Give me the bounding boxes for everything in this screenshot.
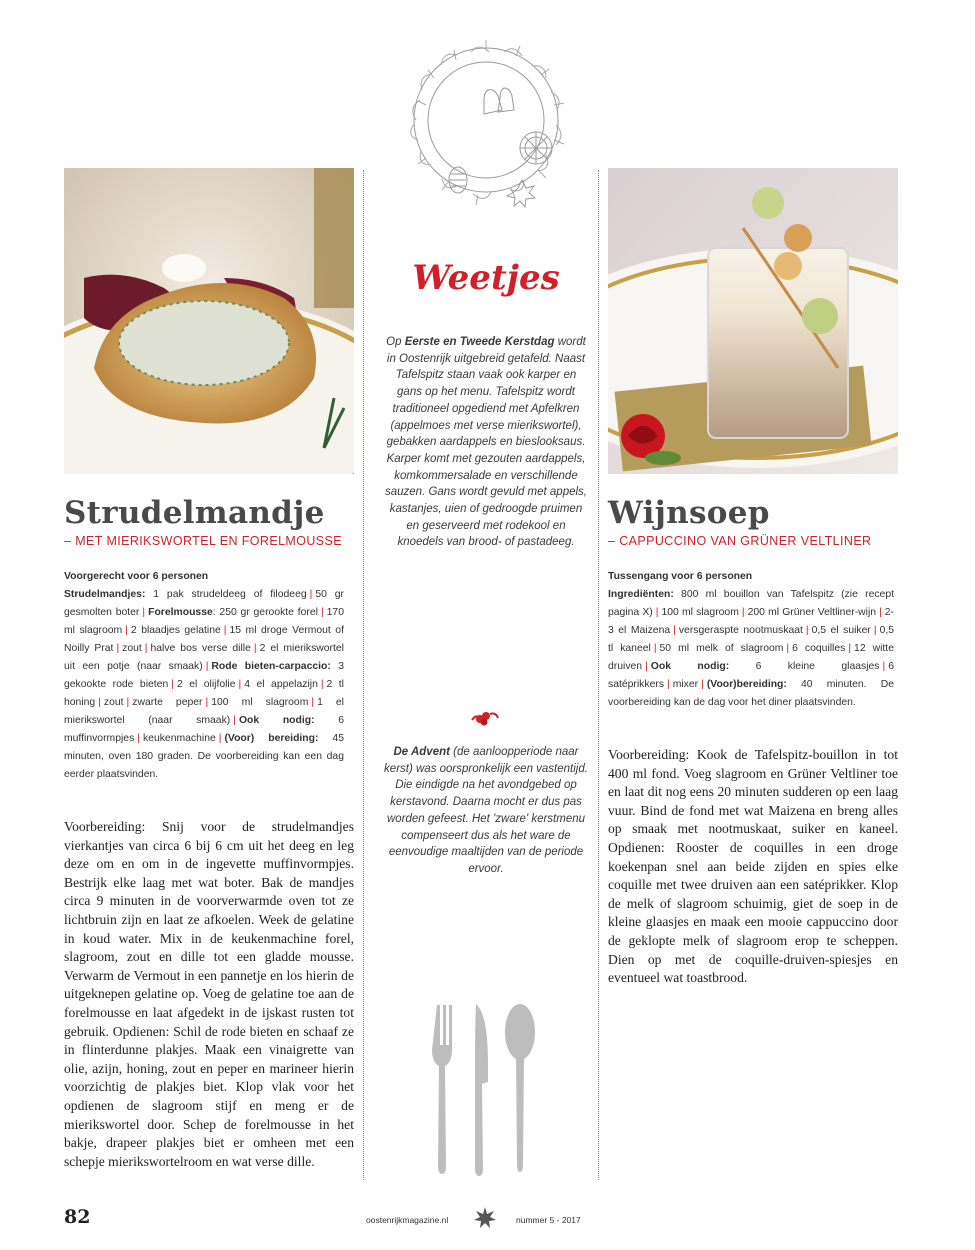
ingredient-label: Ook nodig: [650,661,730,672]
separator: | [253,643,257,654]
ingredient-item: zwarte peper [132,697,203,708]
ingredient-item: 2 tl honing [64,679,344,708]
ingredient-item: 12 witte druiven [608,643,894,672]
left-course: Voorgerecht voor 6 personen [64,571,209,582]
separator: | [667,679,670,690]
separator: | [701,679,704,690]
separator: | [655,607,659,618]
separator: | [223,625,227,636]
left-ingredients [64,568,344,784]
separator: | [673,625,676,636]
ingredient-label: Strudelmandjes: [64,589,146,600]
left-recipe-subtitle: – MET MIERIKSWORTEL EN FORELMOUSSE [64,534,342,548]
separator: | [653,643,657,654]
fact1-highlight: Eerste en Tweede Kerstdag [404,336,555,348]
ingredient-item: 170 ml slagroom [64,607,344,636]
wreath-icon [386,30,586,210]
ingredient-label: (Voor) bereiding: [224,733,319,744]
ingredient-item: 1 el mierikswortel (naar smaak) [64,697,344,726]
column-divider-left [363,170,364,1180]
ingredient-item: 3 gekookte rode bieten [64,661,344,690]
fact-christmas-days [382,334,590,551]
fact1-text: wordt in Oostenrijk uitgebreid getafeld. Naast Tafelspitz staan vaak ook karper en gans op het menu. Tafelspitz wordt traditioneel opgediend met Apfelkren (appelmoes met verse mierikswortel), gebakken aardappels en bieslooksaus. Karper komt met gezouten aardappels, komkommersalade en verschillende sauzen. Gans wordt gevuld met appels, kastanjes, uien of gedroogde pruimen en geserveerd met rodekool en knoedels van brood- of pastadeeg. [384,336,587,549]
separator: | [205,661,209,672]
separator: | [98,697,101,708]
ingredient-item: 50 ml melk of slagroom [659,643,784,654]
separator: | [805,625,809,636]
separator: | [233,715,236,726]
ingredient-item: 4 el appelazijn [244,679,318,690]
cutlery-icon [432,1000,542,1178]
page-number: 82 [64,1206,91,1228]
ingredient-item: 0,5 el suiker [811,625,871,636]
ingredient-item: halve bos verse dille [150,643,251,654]
right-preparation: Voorbereiding: Kook de Tafelspitz-bouillon in tot 400 ml fond. Voeg slagroom en Grüner Veltliner toe en laat dit nog eens 20 minuten sudderen op een laag vuur. Bind de fond met wat Maizena en breng alles op smaak met nootmuskaat, suiker en kaneel. Opdienen: Rooster de coquilles in een droge koekenpan snel aan beide zijden en spies elke coquille met twee druiven aan een satéprikker. Klop de melk of slagroom schuimig, giet de soep in de kleine glaasjes en maak een mooie cappuccino door de geklopte melk of slagroom erop te scheppen. Dien op met de coquille-druiven-spiesjes en eventueel wat toastbrood. [608,747,898,986]
ingredient-label: Rode bieten-carpaccio: [211,661,331,672]
ingredient-label: (Voor)bereiding: [706,679,787,690]
ingredient-item: 100 ml slagroom [661,607,739,618]
ingredient-item: 15 ml droge Vermout of Noilly Prat [64,625,344,654]
ingredient-item: 200 ml Grüner Veltliner-wijn [747,607,877,618]
separator: | [873,625,877,636]
ingredient-item: mixer [672,679,699,690]
ingredient-item: 100 ml slagroom [211,697,309,708]
separator: | [879,607,882,618]
ingredient-item: 45 minuten, oven 180 graden. De voorbereiding kan een dag eerder plaatsvinden. [64,733,344,780]
ingredient-label: Ingrediënten: [608,589,674,600]
separator: | [218,733,222,744]
separator: | [309,589,313,600]
column-divider-right [598,170,599,1180]
separator: | [741,607,745,618]
separator: | [125,625,128,636]
fact2-text: (de aanloopperiode naar kerst) was oorspronkelijk een vastentijd. Die eindigde na het avondgebed op kerstavond. Daarna mocht er dus pas worden gefeest. Het 'zware' kerstmenu compenseert dus als het ware de eenvoudige maaltijden van de periode ervoor. [384,746,588,875]
separator: | [320,607,324,618]
ingredient-item: 50 gr gesmolten boter [64,589,344,618]
fact1-intro: Op [386,336,405,348]
separator: | [311,697,315,708]
ingredient-item: 1 pak strudeldeeg of filodeeg [145,589,307,600]
ingredient-item: 2 el olijfolie [176,679,236,690]
separator: | [171,679,174,690]
ingredient-item: versgeraspte nootmuskaat [678,625,803,636]
ingredient-item: 6 muffinvormpjes [64,715,344,744]
separator: | [645,661,648,672]
ingredient-item: 800 ml bouillon van Tafelspitz (zie recept pagina X) [608,589,894,618]
left-preparation: Voorbereiding: Snij voor de strudelmandjes vierkantjes van circa 6 bij 6 cm uit het deeg en leg deze om en om in de ingevette muffinvormpjes. Bestrijk elke laag met wat boter. Bak de mandjes circa 9 minuten in de voorverwarmde oven tot ze lichtbruin zijn en laat ze afkoelen. Week de gelatine in koud water. Mix in de keukenmachine forel, slagroom, zout en dille tot een gladde mousse. Verwarm de Vermout in een pannetje en los hierin de uitgeknepen gelatine op. Voeg de gelatine toe aan de forelmousse en laat afgedekt in de ijskast rusten tot gebruik. Opdienen: Schil de rode bieten en schaaf ze in flinterdunne plakjes. Maak een vinaigrette van olie, azijn, honing, zout en peper en marineer hierin voorzichtig de plakjes biet. Klop vlak voor het opdienen de slagroom stijf en meng er de mierikswortel door. Schep de forelmousse in het bakje, drapeer plakjes biet er omheen met een schepje mierikswortelroom en wat verse dille. [64,819,354,1169]
strudelmandje-photo [64,168,354,474]
right-course: Tussengang voor 6 personen [608,571,753,582]
separator: | [205,697,209,708]
right-ingredients [608,568,894,712]
separator: | [137,733,140,744]
separator: | [116,643,120,654]
ingredient-item: zout [122,643,142,654]
ingredient-item: 2 blaadjes gelatine [130,625,221,636]
separator: | [786,643,790,654]
separator: | [848,643,852,654]
right-recipe-title: Wijnsoep [608,495,770,531]
ingredient-item: : 250 gr gerookte forel [212,607,318,618]
star-anise-icon [474,1206,496,1228]
right-ingredients-list [608,589,894,708]
footer-issue: nummer 5 - 2017 [516,1215,581,1225]
holly-berries-icon [470,708,500,728]
separator: | [126,697,130,708]
ingredient-label: Ook nodig: [238,715,315,726]
ingredient-item: zout [103,697,124,708]
separator: | [144,643,148,654]
ingredient-label: Forelmousse [148,607,213,618]
ingredient-item: 2-3 el Maizena [608,607,895,636]
fact-advent [382,744,590,878]
separator: | [320,679,324,690]
separator: | [238,679,242,690]
ingredient-item: keukenmachine [142,733,216,744]
left-recipe-title: Strudelmandje [64,495,325,531]
ingredient-item: 6 kleine glaasjes [729,661,880,672]
ingredient-item: 40 minuten. De voorbereiding kan de dag voor het diner plaatsvinden. [608,679,894,708]
separator: | [142,607,146,618]
left-ingredients-list [64,589,344,780]
separator: | [882,661,886,672]
ingredient-item: 6 coquilles [792,643,846,654]
ingredient-item: 6 satéprikkers [608,661,894,690]
wijnsoep-photo [608,168,898,474]
ingredient-item: 2 el mierikswortel uit een potje (naar smaak) [64,643,344,672]
ingredient-item: 0,5 tl kaneel [608,625,895,654]
fact2-highlight: De Advent [393,746,450,758]
weetjes-title: Weetjes [412,258,560,298]
right-recipe-subtitle: – CAPPUCCINO VAN GRÜNER VELTLINER [608,534,872,548]
footer-website[interactable]: oostenrijkmagazine.nl [366,1215,449,1225]
